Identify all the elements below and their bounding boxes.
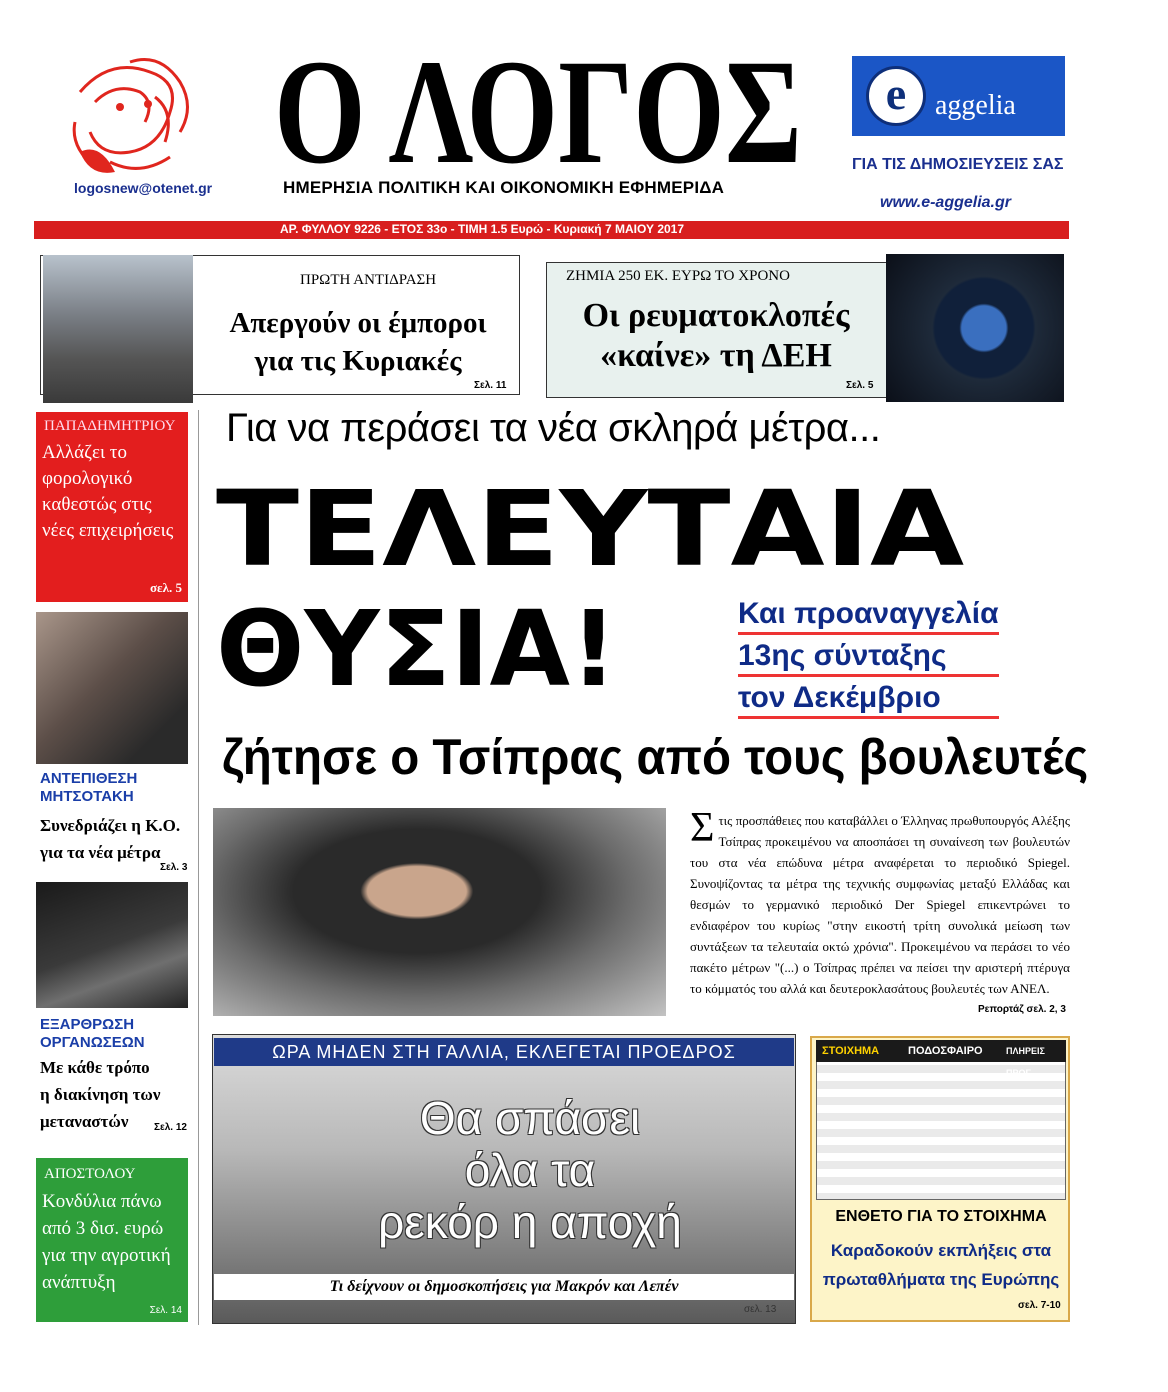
tsipras-photo [213, 808, 666, 1016]
column-divider [198, 410, 199, 1325]
teaser-deh-kicker: ΖΗΜΙΑ 250 ΕΚ. ΕΥΡΩ ΤΟ ΧΡΟΝΟ [566, 268, 790, 284]
tax-story-kicker: ΠΑΠΑΔΗΜΗΤΡΙΟΥ [44, 418, 176, 434]
agriculture-page: Σελ. 14 [149, 1305, 182, 1316]
france-headline-line3: ρεκόρ η αποχή [378, 1196, 682, 1248]
article-page-ref: Ρεπορτάζ σελ. 2, 3 [978, 1004, 1066, 1015]
teaser-strike-headline [196, 304, 520, 380]
pension-line2: 13ης σύνταξης [738, 638, 999, 677]
exarthrosi-body[interactable] [40, 1054, 160, 1135]
eaggelia-logo-word: aggelia [935, 90, 1016, 121]
newspaper-title-text: Ο ΛΟΓΟΣ [274, 40, 802, 175]
pension-line1: Και προαναγγελία [738, 596, 999, 635]
france-headline-line2: όλα τα [464, 1144, 596, 1196]
exarthrosi-line3: μεταναστών [40, 1112, 129, 1131]
pension-announcement[interactable] [738, 596, 999, 722]
article-dropcap: Σ [690, 805, 715, 851]
mitsotakis-kicker-line1: ΑΝΤΕΠΙΘΕΣΗ [40, 770, 138, 787]
betting-line2: πρωταθλήματα της Ευρώπης [822, 1270, 1060, 1289]
mitsotakis-kicker [40, 770, 137, 806]
eaggelia-tagline: ΓΙΑ ΤΙΣ ΔΗΜΟΣΙΕΥΣΕΙΣ ΣΑΣ [852, 156, 1064, 173]
newspaper-subtitle: ΗΜΕΡΗΣΙΑ ΠΟΛΙΤΙΚΗ ΚΑΙ ΟΙΚΟΝΟΜΙΚΗ ΕΦΗΜΕΡΙΔΑ [283, 178, 725, 197]
teaser-strike-kicker: ΠΡΩΤΗ ΑΝΤΙΔΡΑΣΗ [300, 272, 437, 288]
france-headline-line1: Θα σπάσει [419, 1092, 641, 1144]
betting-header-football: ΠΟΔΟΣΦΑΙΡΟ [908, 1045, 983, 1057]
betting-header-programme: ΠΛΗΡΕΙΣ ΠΡΟΓ [1006, 1046, 1045, 1078]
france-headline [300, 1092, 760, 1248]
betting-page: σελ. 7-10 [1018, 1300, 1061, 1311]
exarthrosi-line2: η διακίνηση των [40, 1085, 161, 1104]
deh-logo-photo [886, 254, 1064, 402]
mitsotakis-page: Σελ. 3 [160, 862, 188, 873]
exarthrosi-kicker [40, 1016, 145, 1052]
main-headline-line1: ΤΕΛΕΥΤΑΙΑ [216, 468, 965, 590]
tax-story-page: σελ. 5 [149, 580, 182, 595]
betting-headline [816, 1236, 1066, 1294]
betting-kicker: ΕΝΘΕΤΟ ΓΙΑ ΤΟ ΣΤΟΙΧΗΜΑ [835, 1208, 1047, 1225]
agriculture-body: Κονδύλια πάνω από 3 δισ. ευρώ για την αγροτική ανάπτυξη [42, 1191, 171, 1293]
teaser-deh-line1: Οι ρευματοκλοπές [582, 297, 850, 334]
teaser-strike-line1: Απεργούν οι έμποροι [229, 307, 487, 339]
newspaper-logo-illustration [60, 52, 210, 182]
main-headline-line2: ΘΥΣΙΑ! [216, 588, 618, 710]
teaser-deh-line2: «καίνε» τη ΔΕΗ [600, 337, 832, 374]
article-text: τις προσπάθειες που καταβάλλει ο Έλληνας πρωθυπουργός Αλέξης Τσίπρας προκειμένου να αποσπάσει τη συναίνεση των βουλευτών του στα νέα επώδυνα μέτρα αναφέρεται το περιοδικό Spiegel. Συνοψίζοντας τα μέτρα της τεχνικής συμφωνίας μεταξύ Ελλάδας και θεσμών το γερμανικό περιοδικό Der Spiegel επικεντρώνει το ενδιαφέρον του κυρίως "στην εικοστή τρίτη συνολικά μείωση των συντάξεων τα τελευταία οκτώ χρόνια". Προκειμένου να περάσει το νέο πακέτο μέτρων "(...) ο Τσίπρας πρέπει να πείσει την αριστερή πτέρυγα το κόμματός του αλλά και δευτεροκλασάτους βουλευτές των ΑΝΕΛ. [690, 813, 1070, 996]
mitsotakis-line1: Συνεδριάζει η Κ.Ο. [40, 816, 181, 835]
teaser-strike-page: Σελ. 11 [474, 380, 507, 391]
eaggelia-url[interactable]: www.e-aggelia.gr [880, 194, 1011, 211]
teaser-deh-headline [548, 296, 884, 376]
pension-line3: τον Δεκέμβριο [738, 680, 999, 719]
betting-table-header [816, 1040, 1066, 1078]
newspaper-title [268, 40, 808, 175]
agriculture-story-box[interactable] [36, 1158, 188, 1322]
exarthrosi-kicker-line1: ΕΞΑΡΘΡΩΣΗ [40, 1016, 135, 1033]
mitsotakis-line2: για τα νέα μέτρα [40, 843, 161, 862]
france-caption: Τι δείχνουν οι δημοσκοπήσεις για Μακρόν και Λεπέν [214, 1274, 794, 1300]
contact-email[interactable]: logosnew@otenet.gr [74, 180, 213, 196]
issue-info: ΑΡ. ΦΥΛΛΟΥ 9226 - ΕΤΟΣ 33ο - ΤΙΜΗ 1.5 Ευρώ - Κυριακή 7 ΜΑΙΟΥ 2017 [280, 222, 685, 236]
exarthrosi-page: Σελ. 12 [154, 1122, 187, 1133]
migrants-photo [36, 882, 188, 1008]
teaser-deh-page: Σελ. 5 [846, 380, 874, 391]
mitsotakis-photo [36, 612, 188, 764]
teaser-strike-line2: για τις Κυριακές [254, 345, 462, 377]
agriculture-kicker: ΑΠΟΣΤΟΛΟΥ [44, 1166, 136, 1182]
main-article[interactable] [690, 805, 1070, 999]
betting-header-stoixima: ΣΤΟΙΧΗΜΑ [822, 1045, 880, 1057]
betting-line1: Καραδοκούν εκπλήξεις στα [830, 1241, 1052, 1260]
france-band: ΩΡΑ ΜΗΔΕΝ ΣΤΗ ΓΑΛΛΙΑ, ΕΚΛΕΓΕΤΑΙ ΠΡΟΕΔΡΟΣ [214, 1038, 794, 1066]
tax-story-body: Αλλάζει το φορολογικό καθεστώς στις νέες επιχειρήσεις [42, 442, 174, 541]
exarthrosi-line1: Με κάθε τρόπο [40, 1058, 150, 1077]
mitsotakis-body[interactable] [40, 812, 180, 866]
lead-line: Για να περάσει τα νέα σκληρά μέτρα... [226, 406, 881, 450]
exarthrosi-kicker-line2: ΟΡΓΑΝΩΣΕΩΝ [40, 1034, 145, 1051]
street-photo [43, 255, 193, 403]
tax-story-box[interactable] [36, 412, 188, 602]
mitsotakis-kicker-line2: ΜΗΤΣΟΤΑΚΗ [40, 788, 134, 805]
france-page: σελ. 13 [744, 1304, 777, 1315]
main-subhead: ζήτησε ο Τσίπρας από τους βουλευτές [222, 729, 1089, 785]
eaggelia-logo-icon: e [866, 66, 926, 126]
